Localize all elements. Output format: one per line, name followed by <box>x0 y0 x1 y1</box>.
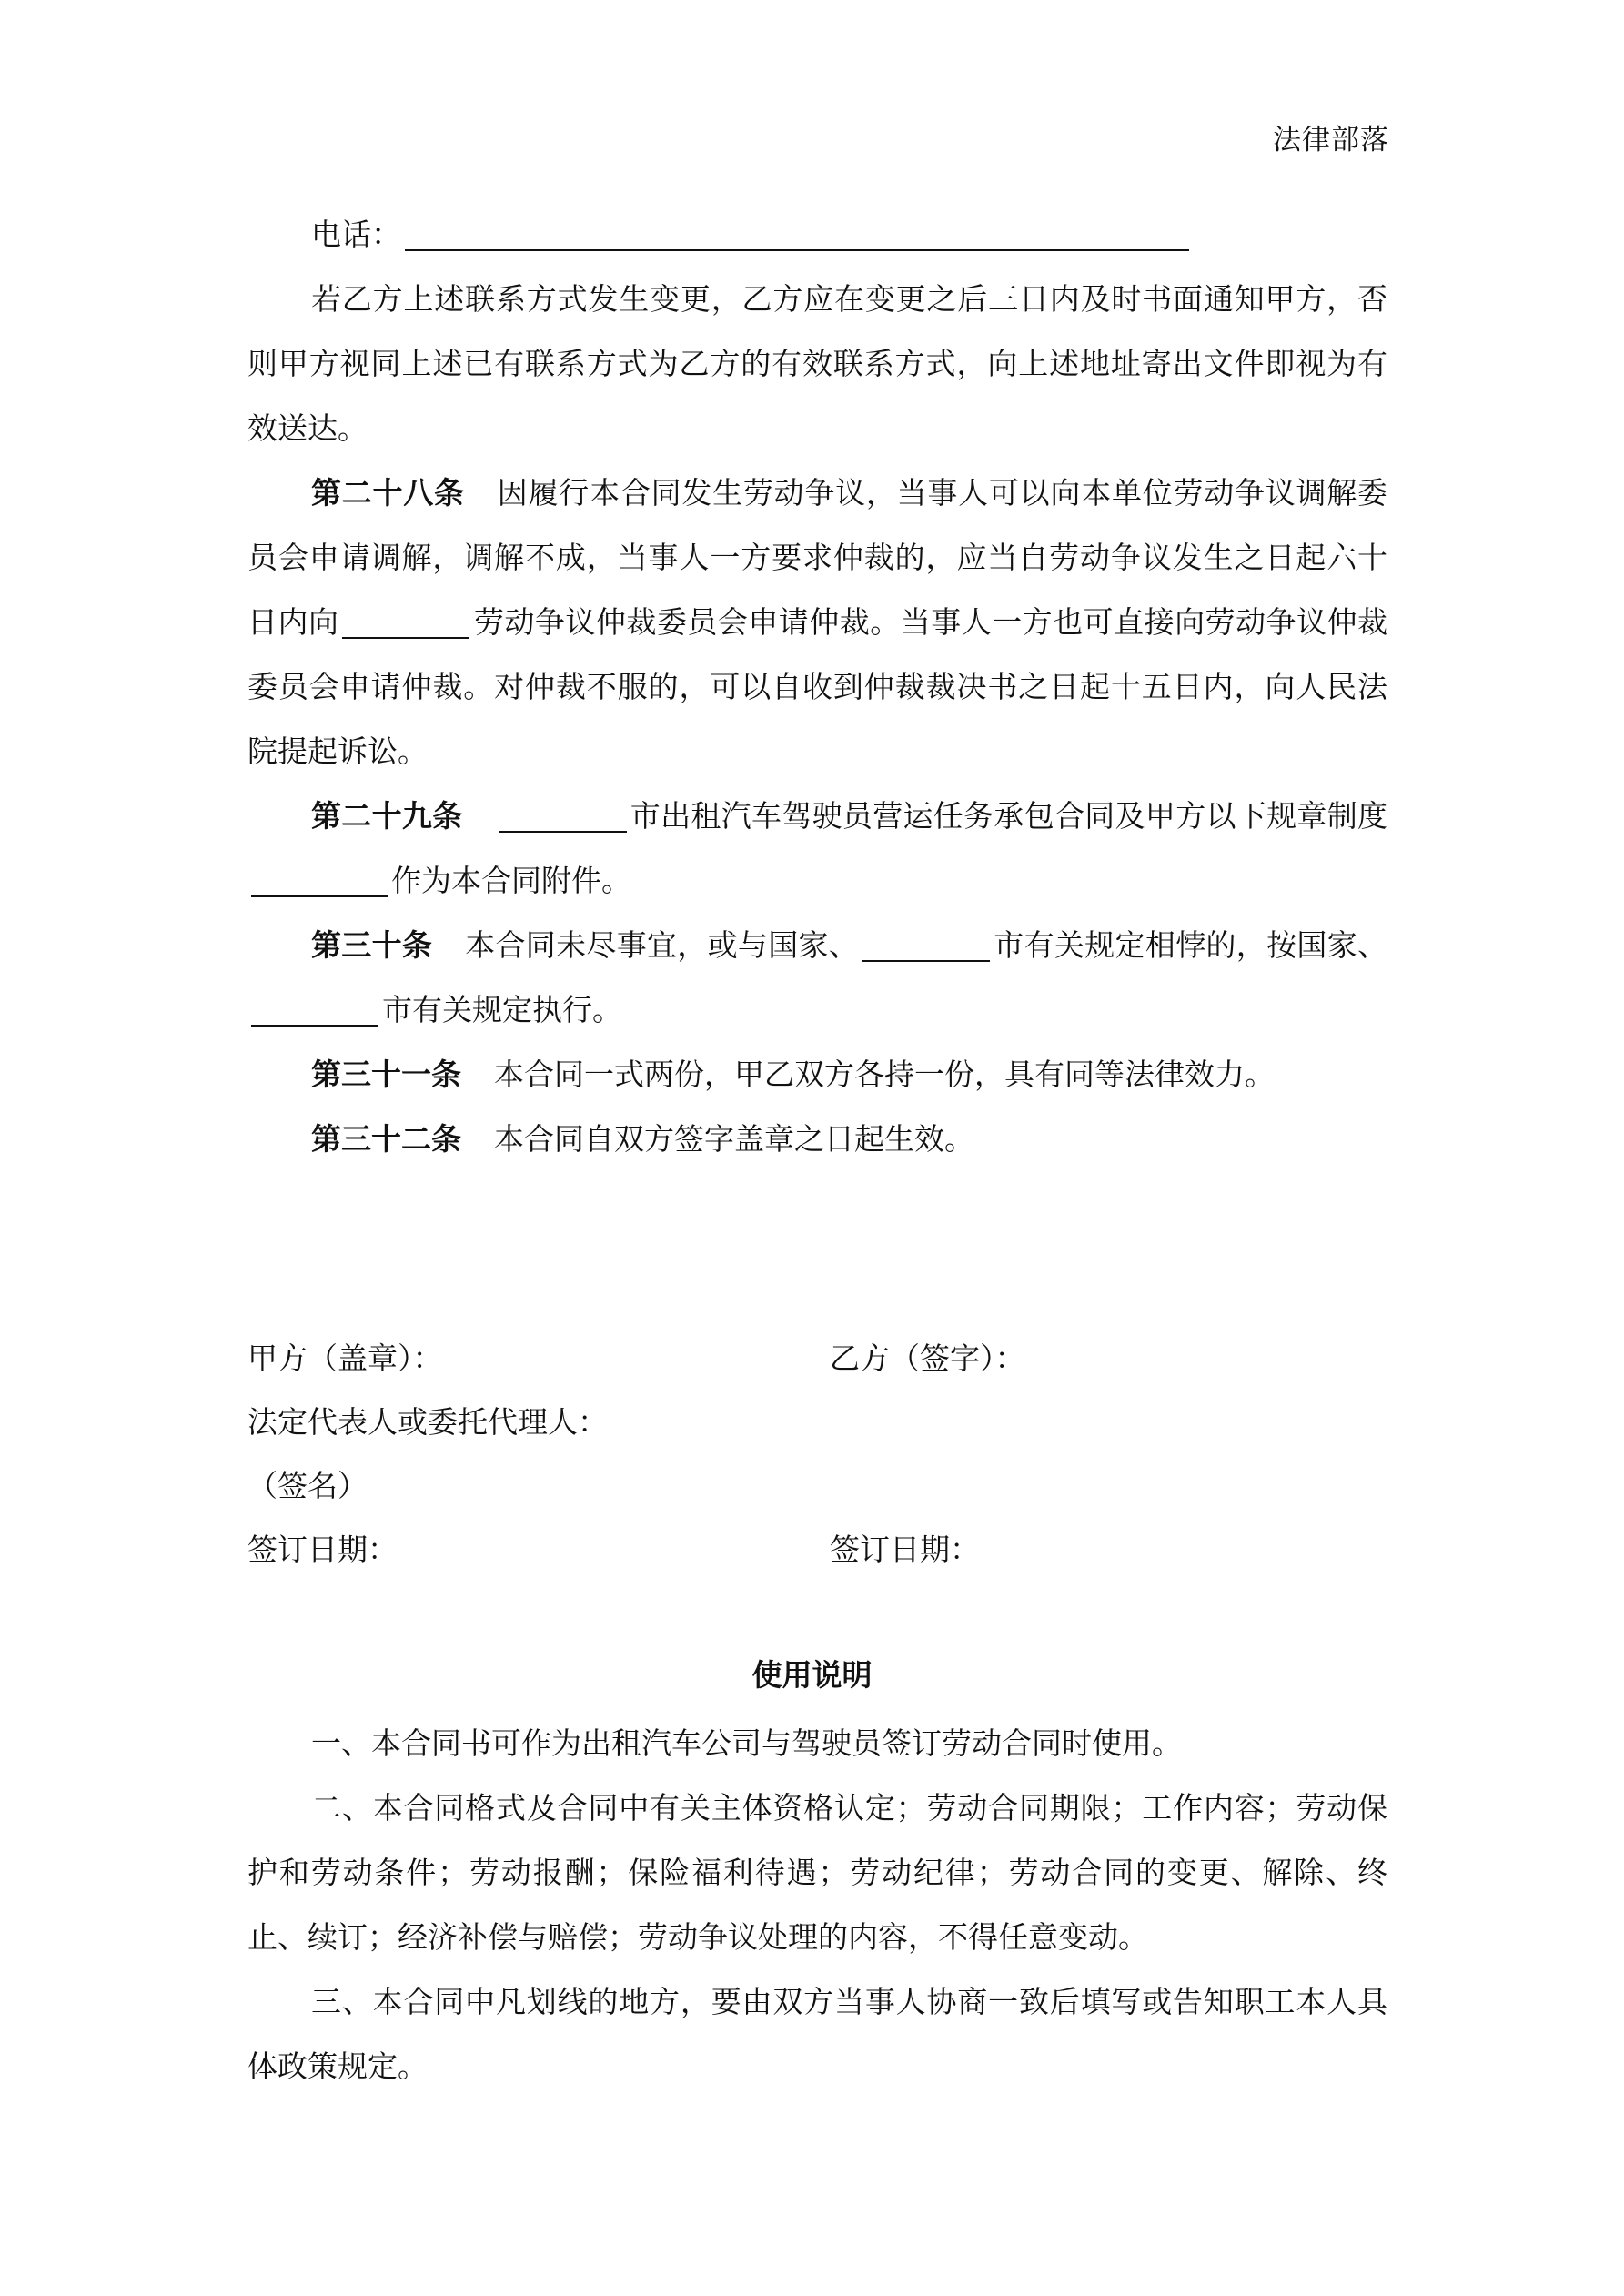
representative-row <box>247 1391 1387 1454</box>
party-b-date-label: 签订日期： <box>830 1532 980 1567</box>
party-a-date-label: 签订日期： <box>247 1532 398 1567</box>
party-a-seal-label: 甲方（盖章）： <box>247 1340 443 1376</box>
regulations-blank <box>251 864 388 897</box>
article-30 <box>247 913 1387 1042</box>
city-blank <box>499 799 627 833</box>
phone-label: 电话： <box>311 217 401 252</box>
article-31 <box>247 1042 1387 1107</box>
city-blank-2 <box>862 928 990 962</box>
article-30-text-3: 市有关规定执行。 <box>382 992 622 1027</box>
phone-blank <box>405 217 1189 251</box>
usage-item-3: 三、本合同中凡划线的地方，要由双方当事人协商一致后填写或告知职工本人具体政策规定。 <box>247 1984 1387 2084</box>
party-b-sign-label: 乙方（签字）： <box>830 1340 1025 1376</box>
article-28 <box>247 460 1387 784</box>
usage-item-2: 二、本合同格式及合同中有关主体资格认定；劳动合同期限；工作内容；劳动保护和劳动条件；劳动报酬；保险福利待遇；劳动纪律；劳动合同的变更、解除、终止、续订；经济补偿与赔偿；劳动争议处理的内容，不得任意变动。 <box>247 1790 1387 1955</box>
article-28-text-2: 劳动争议仲裁委员会申请仲裁。当事人一方也可直接向劳动争议仲裁委员会申请仲裁。对仲裁不服的，可以自收到仲裁裁决书之日起十五日内，向人民法院提起诉讼。 <box>247 604 1388 769</box>
contact-change-paragraph: 若乙方上述联系方式发生变更，乙方应在变更之后三日内及时书面通知甲方，否则甲方视同上述已有联系方式为乙方的有效联系方式，向上述地址寄出文件即视为有效送达。 <box>247 281 1387 446</box>
article-29-title: 第二十九条 <box>311 798 463 834</box>
city-blank-3 <box>251 993 378 1027</box>
signature-block <box>247 1327 1387 1582</box>
article-31-text: 本合同一式两份，甲乙双方各持一份，具有同等法律效力。 <box>494 1057 1275 1092</box>
usage-item-1: 一、本合同书可作为出租汽车公司与驾驶员签订劳动合同时使用。 <box>311 1725 1182 1761</box>
arbitration-city-blank <box>342 605 469 639</box>
sign-name-row <box>247 1454 1387 1518</box>
article-30-title: 第三十条 <box>311 927 433 963</box>
representative-label: 法定代表人或委托代理人： <box>247 1404 608 1440</box>
date-row <box>247 1518 1387 1582</box>
article-32-text: 本合同自双方签字盖章之日起生效。 <box>494 1121 974 1157</box>
usage-instructions-title: 使用说明 <box>751 1657 873 1693</box>
article-32-title: 第三十二条 <box>311 1121 461 1157</box>
article-29 <box>247 784 1387 913</box>
article-30-text-1: 本合同未尽事宜，或与国家、 <box>465 927 860 963</box>
usage-instructions <box>247 1711 1387 2099</box>
article-28-text-1: 因履行本合同发生劳动争议，当事人可以向本单位劳动争议调解委员会申请调解，调解不成，当事人一方要求仲裁的，应当自劳动争议发生之日起六十日内向 <box>247 475 1388 640</box>
article-31-title: 第三十一条 <box>311 1057 461 1092</box>
article-32 <box>247 1107 1387 1171</box>
page-header-source: 法律部落 <box>1273 124 1389 157</box>
article-28-title: 第二十八条 <box>311 475 465 511</box>
party-row <box>247 1327 1387 1391</box>
phone-line <box>247 202 1387 267</box>
article-29-text-1: 市出租汽车驾驶员营运任务承包合同及甲方以下规章制度 <box>630 798 1388 834</box>
contract-body <box>247 202 1387 1171</box>
article-29-text-2: 作为本合同附件。 <box>391 863 631 898</box>
sign-name-label: （签名） <box>247 1468 368 1503</box>
article-30-text-2: 市有关规定相悖的，按国家、 <box>994 927 1388 963</box>
